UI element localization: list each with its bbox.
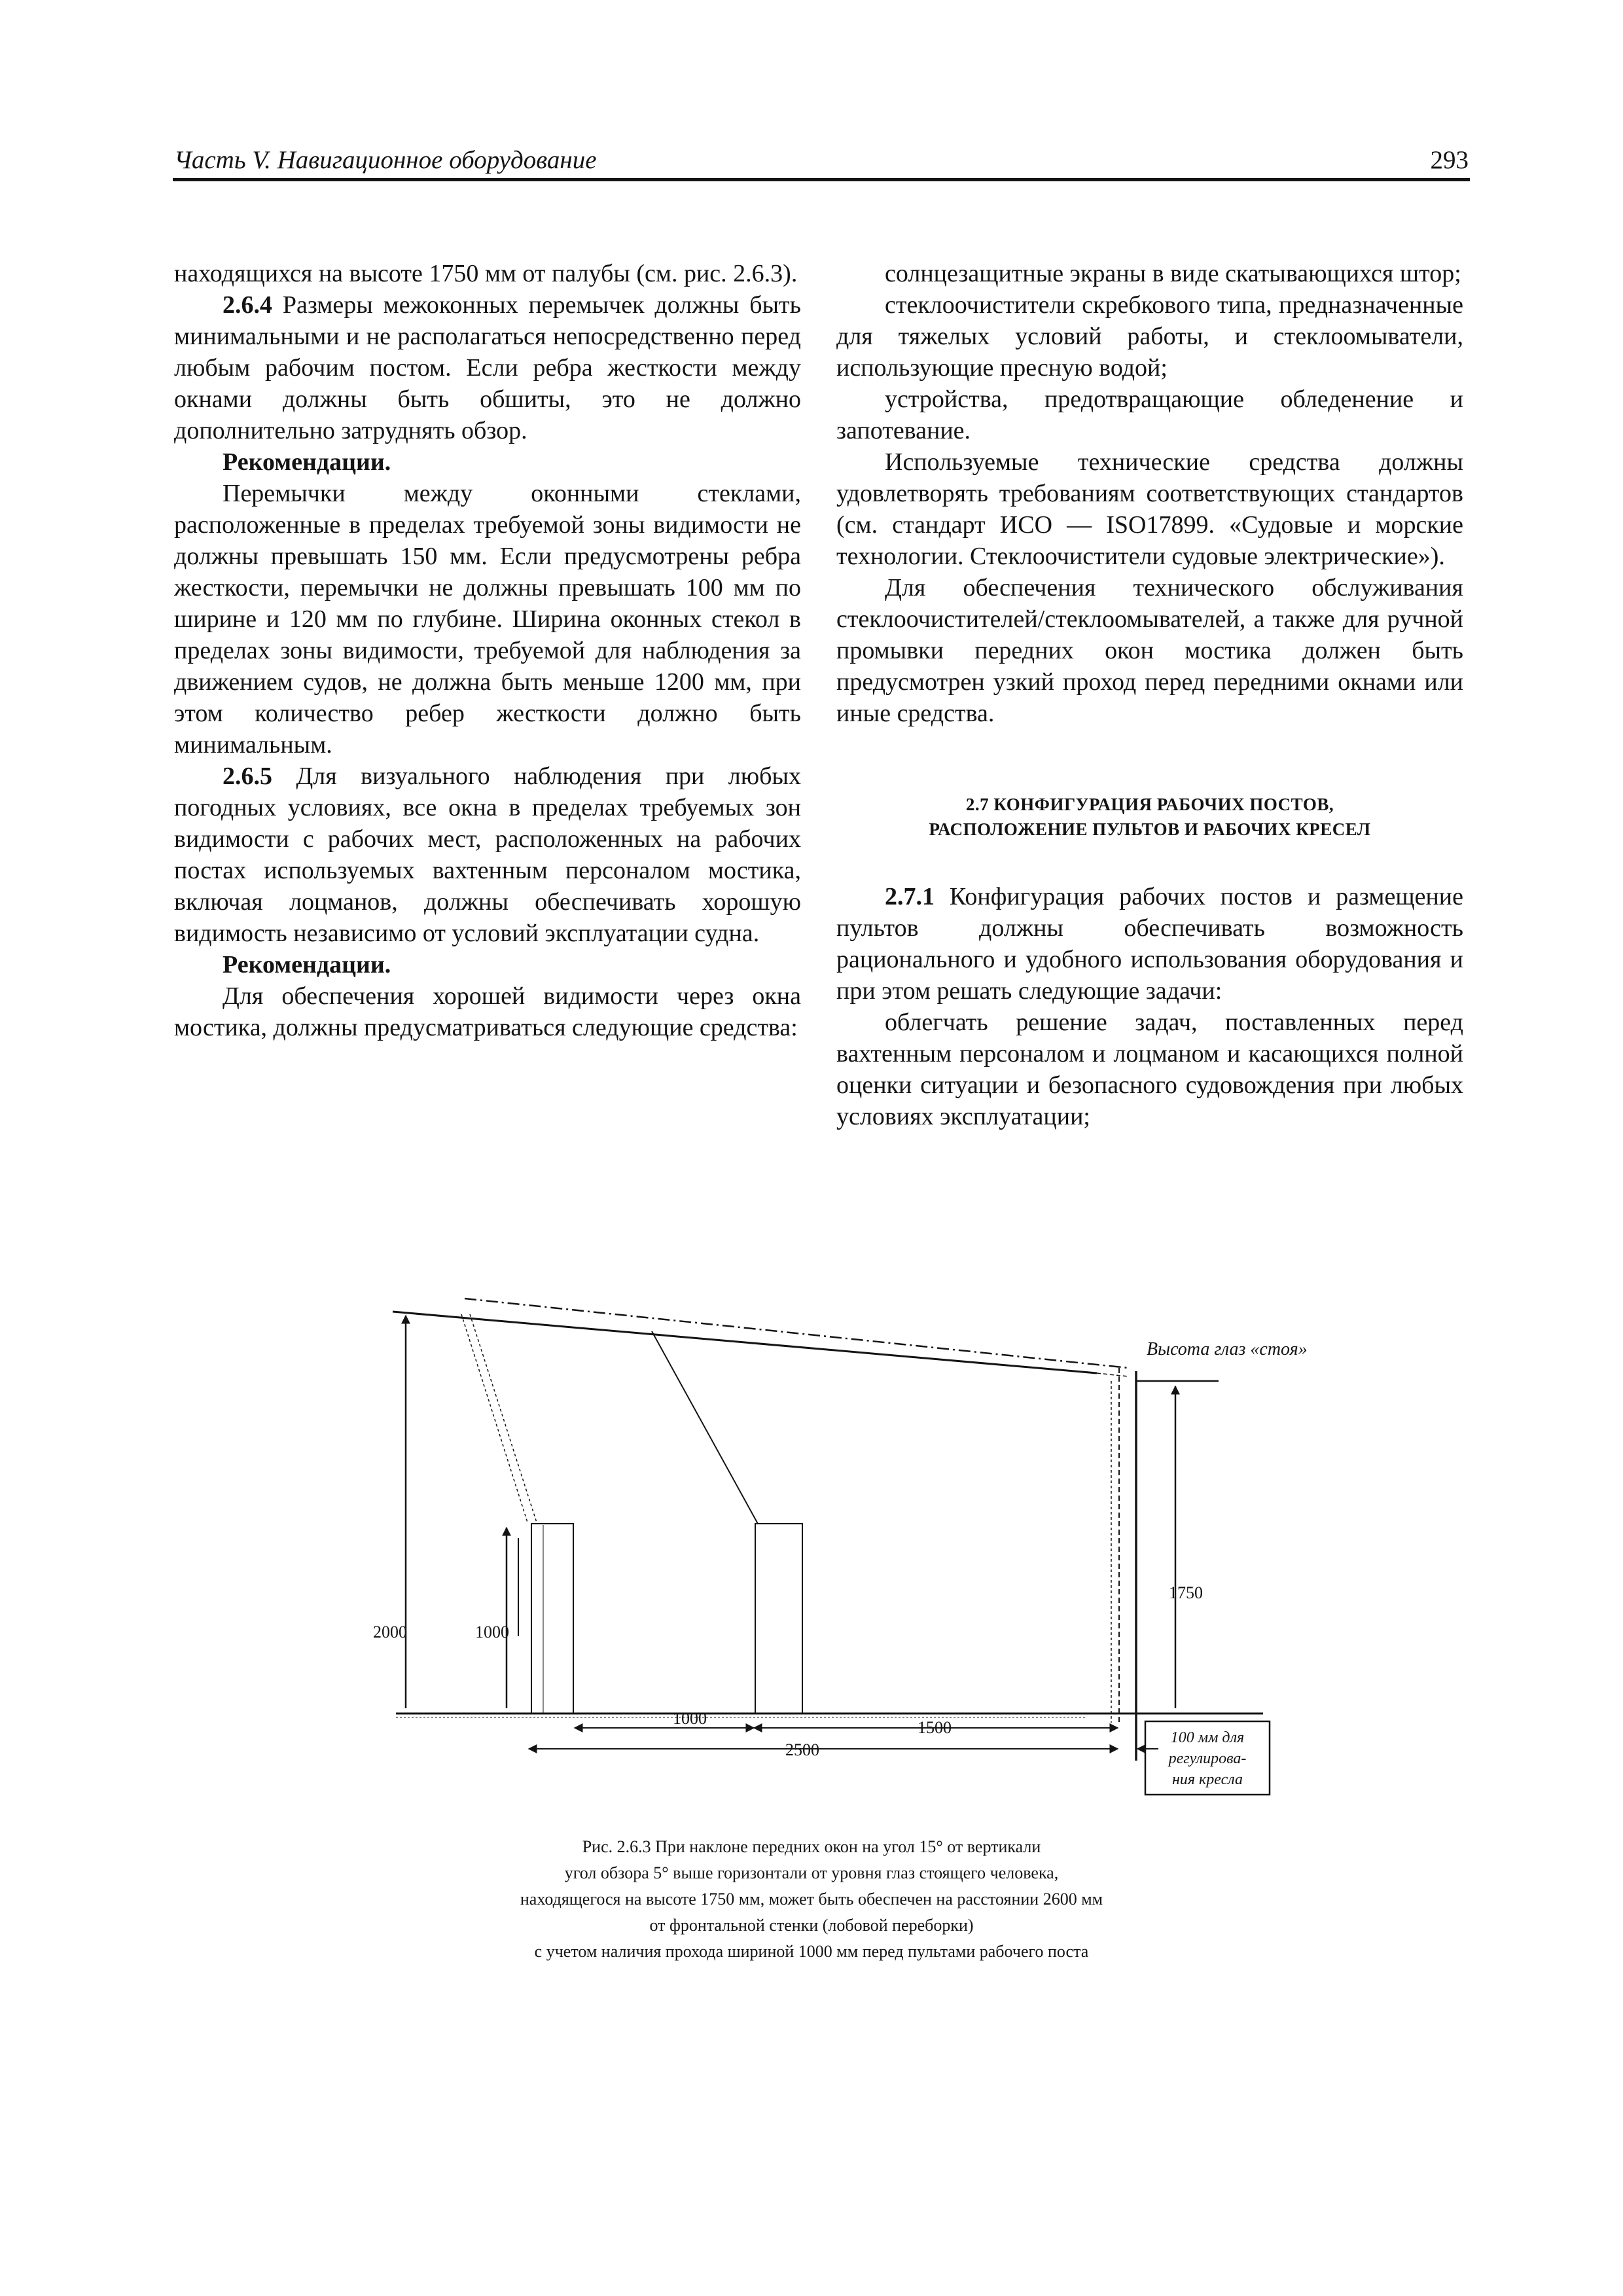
caption-line: Рис. 2.6.3 При наклоне передних окон на угол 15° от вертикали — [582, 1837, 1041, 1856]
console-middle — [755, 1524, 802, 1713]
chair-note-line: ния кресла — [1171, 1771, 1243, 1788]
dim-1750-label: 1750 — [1169, 1583, 1203, 1602]
window-top-line — [393, 1312, 1097, 1373]
section-heading-line: 2.7 КОНФИГУРАЦИЯ РАБОЧИХ ПОСТОВ, — [965, 795, 1334, 814]
clause-number: 2.6.4 — [223, 291, 272, 319]
caption-line: находящегося на высоте 1750 мм, может быть обеспечен на расстоянии 2600 мм — [520, 1890, 1103, 1909]
page-number: 293 — [1430, 146, 1469, 174]
paragraph: устройства, предотвращающие обледенение и запотевание. — [836, 386, 1463, 444]
console-left — [531, 1524, 573, 1713]
upper-sight-line — [465, 1299, 1128, 1368]
figure-caption — [327, 1834, 1296, 1965]
sight-line-left-2 — [470, 1314, 537, 1522]
caption-line: с учетом наличия прохода шириной 1000 мм перед пультами рабочего поста — [534, 1942, 1089, 1961]
section-heading-2-7 — [836, 792, 1463, 842]
right-text-column — [836, 258, 1463, 1132]
paragraph: Перемычки между оконными стеклами, расположенные в пределах требуемой зоны видимости не должны превышать 150 мм. Если предусмотрены ребра жесткости, перемычки не должны превышать 100 мм по ширине и 120 мм по глубине. Ширина оконных стекол в пределах зоны видимости, требуемой для наблюдения за движением судов, не должна быть меньше 1200 мм, при этом количество ребер жесткости должно быть минимальным. — [174, 480, 801, 759]
paragraph: Для обеспечения технического обслуживания стеклоочистителей/стеклоомывателей, а также для ручной промывки передних окон мостика должен быть предусмотрен узкий проход перед передними окнами или иные средства. — [836, 574, 1463, 727]
dim-2000-label: 2000 — [373, 1623, 407, 1641]
paragraph-text: Для визуального наблюдения при любых погодных условиях, все окна в пределах требуемых зон видимости с рабочих мест, расположенных на рабочих постах используемых вахтенным персоналом мостика, включая лоцманов, должны обеспечивать хорошую видимость независимо от условий эксплуатации судна. — [174, 762, 801, 947]
running-header-title: Часть V. Навигационное оборудование — [174, 146, 597, 174]
caption-line: угол обзора 5° выше горизонтали от уровня глаз стоящего человека, — [564, 1863, 1059, 1882]
sight-line-left — [461, 1314, 527, 1522]
eye-height-label: Высота глаз «стоя» — [1147, 1339, 1308, 1359]
sight-line-middle — [652, 1331, 758, 1524]
chair-note-line: регулирова- — [1168, 1750, 1247, 1767]
window-extension — [1097, 1373, 1128, 1376]
header-rule — [173, 178, 1470, 181]
paragraph-text: Размеры межоконных перемычек должны быть минимальными и не располагаться непосредственно перед любым рабочим постом. Если ребра жесткости между окнами должны быть обшиты, это не должно дополнительно затруднять обзор. — [174, 291, 801, 444]
section-heading-line: РАСПОЛОЖЕНИЕ ПУЛЬТОВ И РАБОЧИХ КРЕСЕЛ — [929, 819, 1371, 839]
bridge-window-diagram — [353, 1276, 1374, 1806]
paragraph-2-6-4 — [174, 289, 801, 446]
dim-1000-horizontal-label: 1000 — [673, 1709, 707, 1728]
paragraph: находящихся на высоте 1750 мм от палубы (см. рис. 2.6.3). — [174, 260, 798, 287]
paragraph: стеклоочистители скребкового типа, предназначенные для тяжелых условий работы, и стеклоомыватели, использующие пресную водой; — [836, 291, 1463, 382]
left-text-column — [174, 258, 801, 1043]
paragraph: облегчать решение задач, поставленных перед вахтенным персоналом и лоцманом и касающихся полной оценки ситуации и безопасного судовождения при любых условиях эксплуатации; — [836, 1009, 1463, 1130]
paragraph: солнцезащитные экраны в виде скатывающихся штор; — [885, 260, 1461, 287]
recommendations-heading: Рекомендации. — [223, 448, 391, 476]
paragraph: Используемые технические средства должны удовлетворять требованиям соответствующих стандартов (см. стандарт ИСО — ISO17899. «Судовые и морские технологии. Стеклоочистители судовые электрические»). — [836, 448, 1463, 570]
paragraph: Для обеспечения хорошей видимости через окна мостика, должны предусматриваться следующие средства: — [174, 982, 801, 1041]
clause-number: 2.6.5 — [223, 762, 272, 790]
paragraph-2-7-1 — [836, 881, 1463, 1007]
chair-note-line: 100 мм для — [1170, 1729, 1245, 1746]
dim-1500-label: 1500 — [918, 1718, 952, 1737]
paragraph-text: Конфигурация рабочих постов и размещение пультов должны обеспечивать возможность рационального и удобного использования оборудования и при этом решать следующие задачи: — [836, 883, 1463, 1005]
clause-number: 2.7.1 — [885, 883, 935, 910]
recommendations-heading: Рекомендации. — [223, 951, 391, 978]
dim-1000-vertical-label: 1000 — [475, 1623, 509, 1641]
caption-line: от фронтальной стенки (лобовой переборки) — [649, 1916, 974, 1935]
dim-2500-label: 2500 — [785, 1740, 819, 1759]
paragraph-2-6-5 — [174, 761, 801, 949]
